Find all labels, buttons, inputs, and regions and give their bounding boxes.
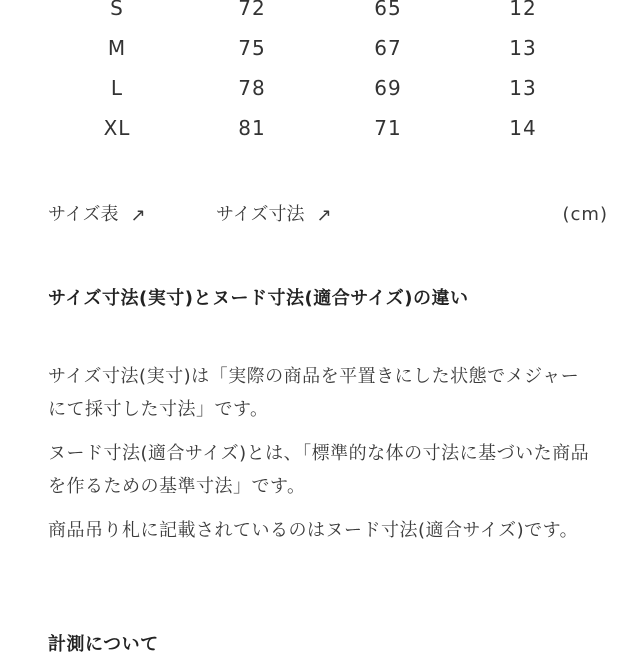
- paragraph-tag-note: 商品吊り札に記載されているのはヌード寸法(適合サイズ)です。: [48, 520, 579, 541]
- unit-label: (cm): [562, 204, 608, 225]
- value-cell: 12: [509, 0, 537, 20]
- size-cell: L: [110, 76, 124, 100]
- table-row: [0, 68, 644, 108]
- value-cell: 67: [374, 36, 402, 60]
- value-cell: 69: [374, 76, 402, 100]
- value-cell: 75: [238, 36, 266, 60]
- paragraph-actual-size: サイズ寸法(実寸)は「実際の商品を平置きにした状態でメジャーにて採寸した寸法」です。: [48, 366, 580, 420]
- value-cell: 13: [509, 76, 537, 100]
- size-dimensions-link[interactable]: [216, 198, 332, 232]
- value-cell: 65: [374, 0, 402, 20]
- size-links-row: [48, 198, 608, 232]
- value-cell: 71: [374, 116, 402, 140]
- section-heading: サイズ寸法(実寸)とヌード寸法(適合サイズ)の違い: [48, 288, 469, 309]
- value-cell: 13: [509, 36, 537, 60]
- size-cell: M: [107, 36, 127, 60]
- table-row: [0, 28, 644, 68]
- paragraph-nude-size: ヌード寸法(適合サイズ)とは、「標準的な体の寸法に基づいた商品を作るための基準寸法」です。: [48, 443, 590, 497]
- measurement-heading: 計測について: [48, 634, 159, 655]
- size-cell: XL: [103, 116, 131, 140]
- size-dimensions-link-label: サイズ寸法: [216, 204, 305, 225]
- value-cell: 78: [238, 76, 266, 100]
- table-row: [0, 108, 644, 148]
- size-chart-link[interactable]: [48, 198, 146, 232]
- value-cell: 14: [509, 116, 537, 140]
- external-arrow-icon: ↗: [316, 205, 332, 226]
- size-cell: S: [110, 0, 124, 20]
- value-cell: 81: [238, 116, 266, 140]
- external-arrow-icon: ↗: [130, 205, 146, 226]
- table-row: [0, 0, 644, 28]
- size-chart-link-label: サイズ表: [48, 204, 119, 225]
- value-cell: 72: [238, 0, 266, 20]
